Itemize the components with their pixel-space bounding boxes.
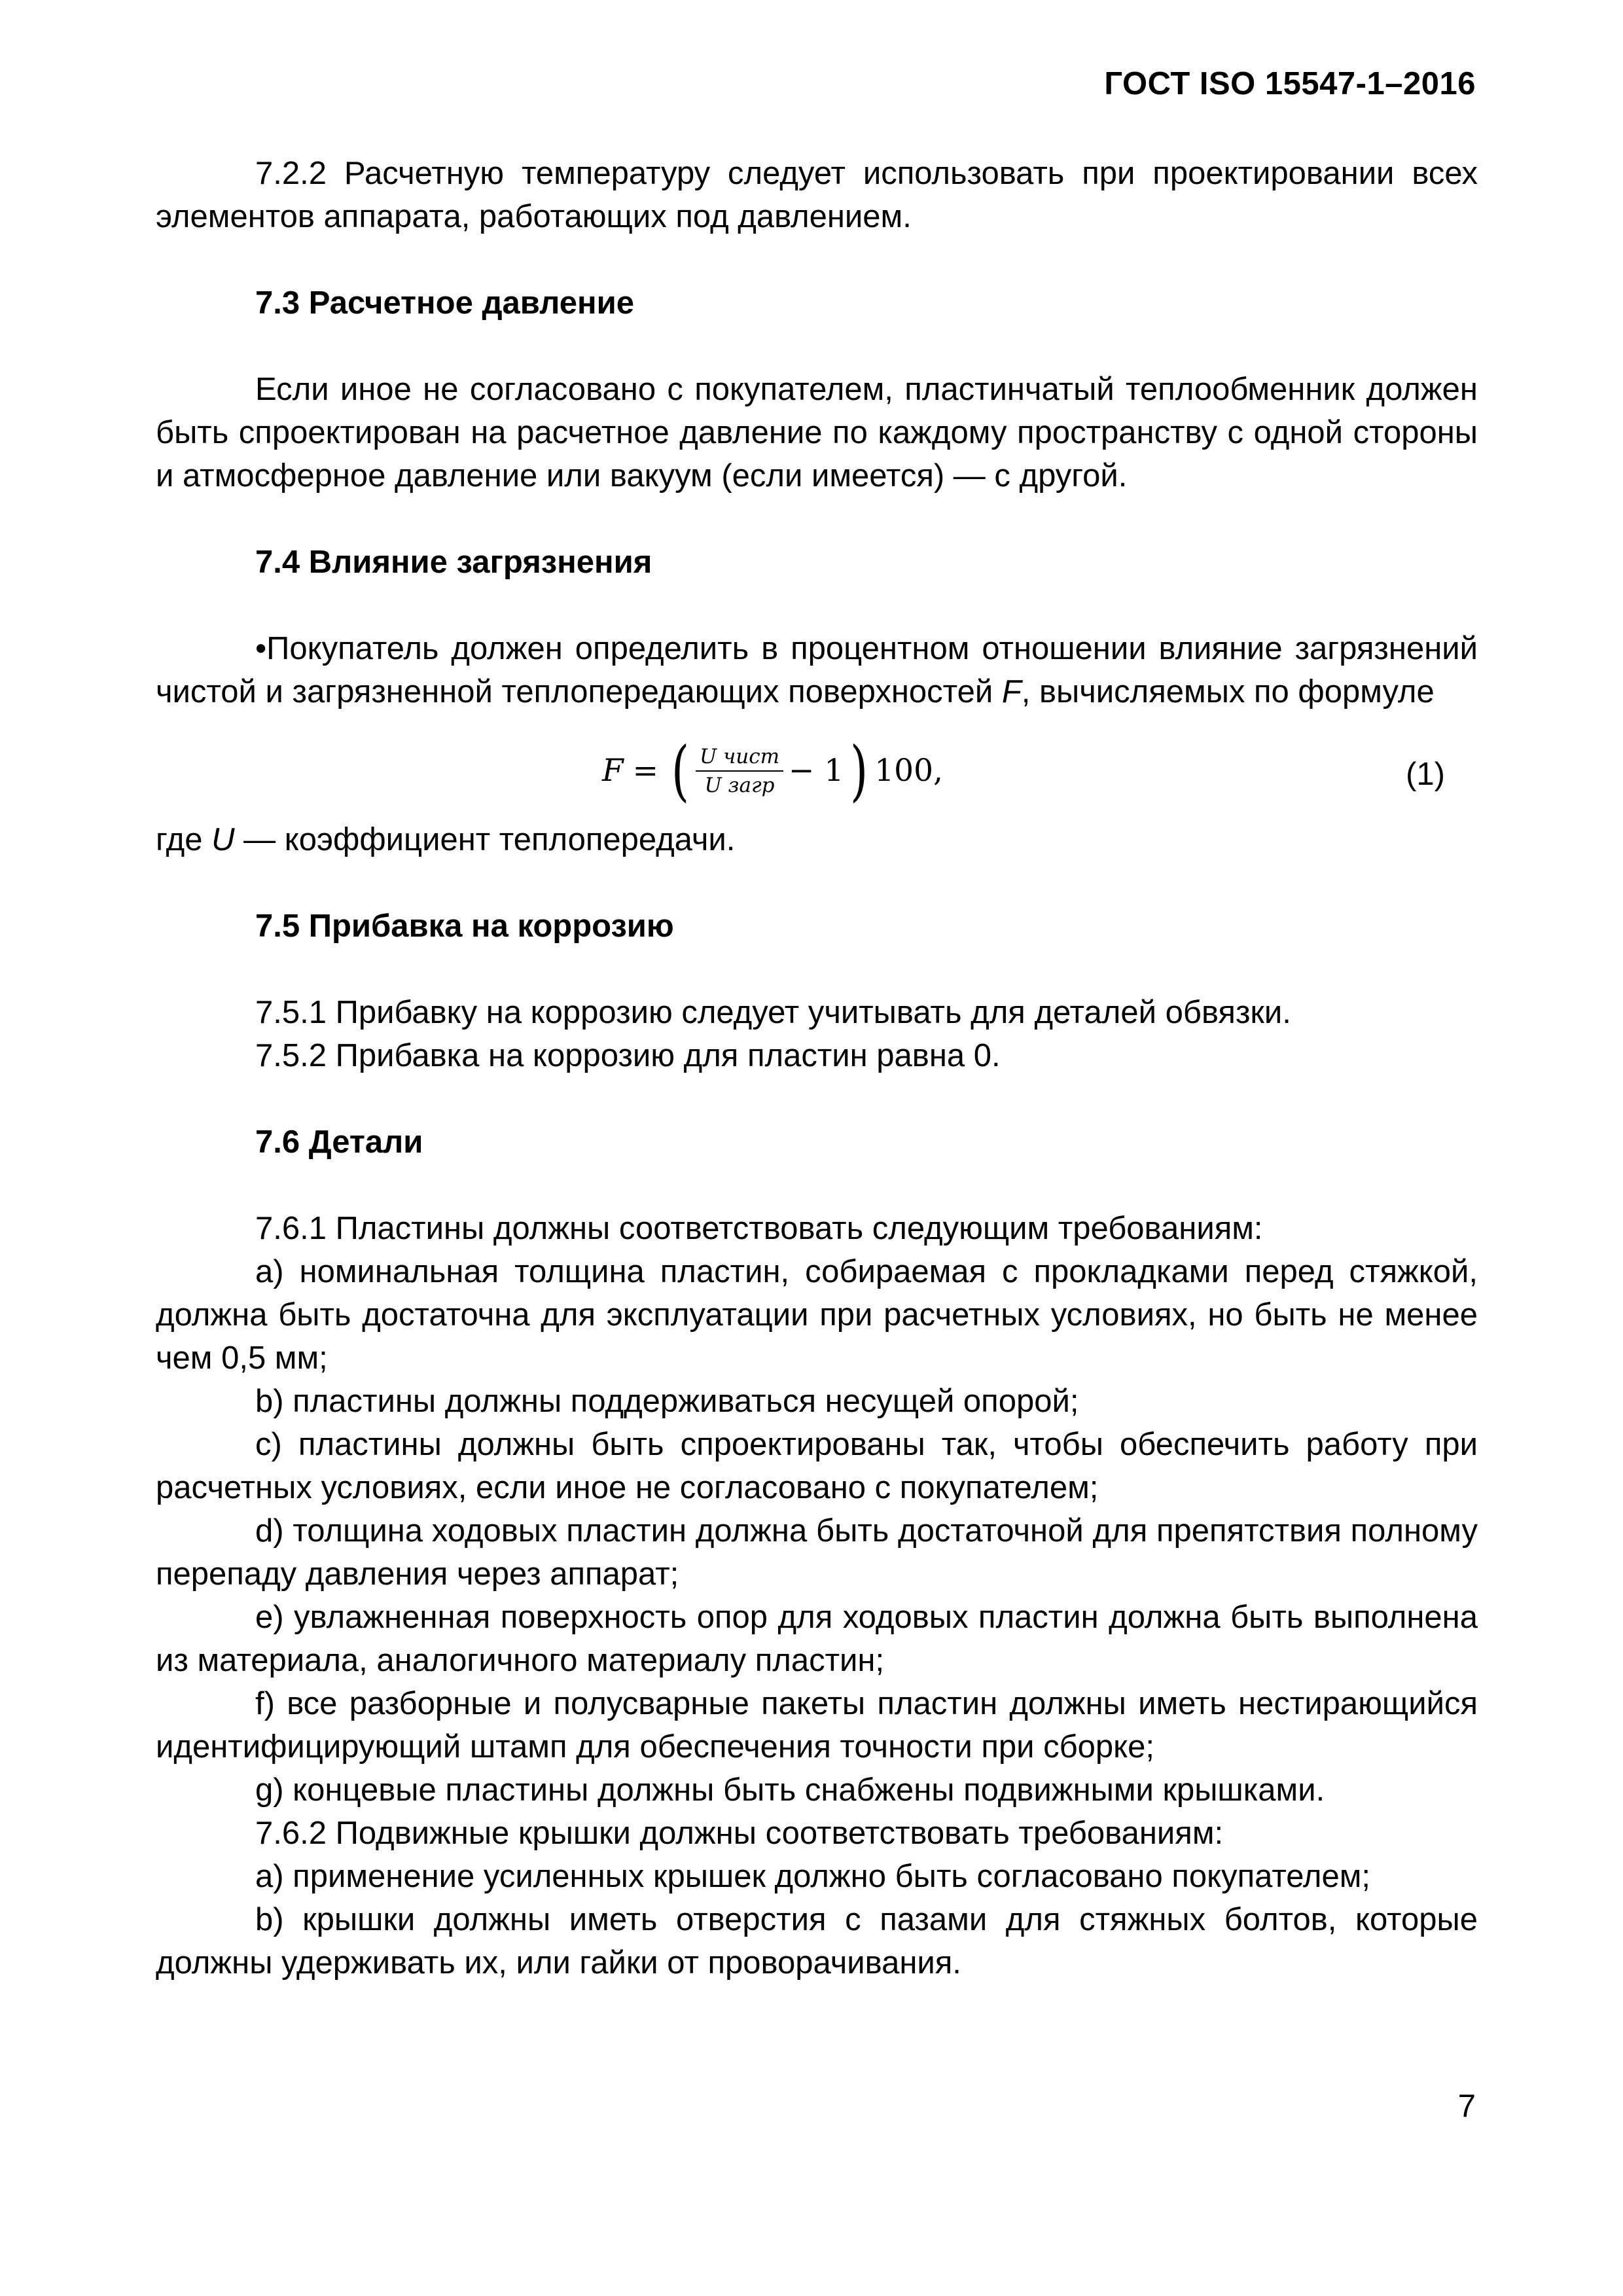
list-item-7-6-1-d: d) толщина ходовых пластин должна быть достаточной для препятствия полному перепаду давления через аппарат; — [156, 1513, 1478, 1592]
formula-tail: 100, — [874, 753, 943, 789]
section-heading-7-4: 7.4 Влияние загрязнения — [255, 545, 652, 580]
paragraph-7-5-2: 7.5.2 Прибавка на коррозию для пластин равна 0. — [255, 1038, 1001, 1073]
paragraph-7-6-1: 7.6.1 Пластины должны соответствовать следующим требованиям: — [255, 1211, 1263, 1246]
paragraph-7-4 — [156, 627, 1478, 713]
list-item-7-6-1-a: a) номинальная толщина пластин, собираемая с прокладками перед стяжкой, должна быть достаточна для эксплуатации при расчетных условиях, но быть не менее чем 0,5 мм; — [156, 1254, 1478, 1376]
variable-u: U — [211, 822, 235, 857]
list-item-7-6-1-f: f) все разборные и полусварные пакеты пластин должны иметь нестирающийся идентифицирующий штамп для обеспечения точности при сборке; — [156, 1686, 1478, 1765]
paragraph-7-4-text-b: , вычисляемых по формуле — [1021, 674, 1435, 709]
paragraph-7-2-2: 7.2.2 Расчетную температуру следует использовать при проектировании всех элементов аппарата, работающих под давлением. — [156, 156, 1478, 234]
formula-minus-one: − 1 — [789, 753, 844, 789]
formula-denominator: U загр — [704, 774, 775, 797]
formula-where-clause — [156, 818, 1478, 861]
document-header: ГОСТ ISO 15547-1–2016 — [1104, 66, 1476, 101]
list-item-7-6-1-b: b) пластины должны поддерживаться несущей опорой; — [255, 1384, 1079, 1419]
list-item-7-6-2-b: b) крышки должны иметь отверстия с пазами для стяжных болтов, которые должны удерживать их, или гайки от проворачивания. — [156, 1902, 1478, 1981]
page-number: 7 — [1457, 2089, 1476, 2124]
formula-numerator: U чист — [696, 744, 783, 772]
formula-equals: = — [632, 753, 659, 789]
document-body — [156, 152, 1478, 1984]
list-item-7-6-1-e: e) увлажненная поверхность опор для ходовых пластин должна быть выполнена из материала, аналогичного материалу пластин; — [156, 1600, 1478, 1678]
where-prefix: где — [156, 822, 212, 857]
list-item-7-6-1-g: g) концевые пластины должны быть снабжены подвижными крышками. — [255, 1772, 1325, 1808]
list-item-7-6-1-c: c) пластины должны быть спроектированы так, чтобы обеспечить работу при расчетных условиях, если иное не согласовано с покупателем; — [156, 1427, 1478, 1505]
where-rest: — коэффициент теплопередачи. — [234, 822, 736, 857]
paragraph-7-5-1: 7.5.1 Прибавку на коррозию следует учитывать для деталей обвязки. — [255, 995, 1291, 1030]
paragraph-7-4-text-a: •Покупатель должен определить в процентном отношении влияние загрязнений чистой и загрязненной теплопередающих поверхностей — [156, 631, 1478, 709]
paragraph-7-6-2: 7.6.2 Подвижные крышки должны соответствовать требованиям: — [255, 1816, 1224, 1851]
variable-f: F — [1001, 674, 1022, 709]
right-paren: ) — [850, 732, 868, 809]
section-heading-7-5: 7.5 Прибавка на коррозию — [255, 908, 674, 944]
left-paren: ( — [671, 732, 690, 809]
formula-expression — [602, 732, 943, 809]
formula-1 — [156, 726, 1478, 818]
paragraph-7-3: Если иное не согласовано с покупателем, пластинчатый теплообменник должен быть спроектирован на расчетное давление по каждому пространству с одной стороны и атмосферное давление или вакуум (если имеется) — с другой. — [156, 372, 1478, 493]
formula-fraction — [696, 744, 783, 798]
section-heading-7-3: 7.3 Расчетное давление — [255, 285, 634, 321]
formula-lhs: F — [602, 753, 624, 789]
formula-number: (1) — [1406, 757, 1445, 792]
section-heading-7-6: 7.6 Детали — [255, 1124, 423, 1160]
list-item-7-6-2-a: a) применение усиленных крышек должно быть согласовано покупателем; — [255, 1859, 1370, 1894]
